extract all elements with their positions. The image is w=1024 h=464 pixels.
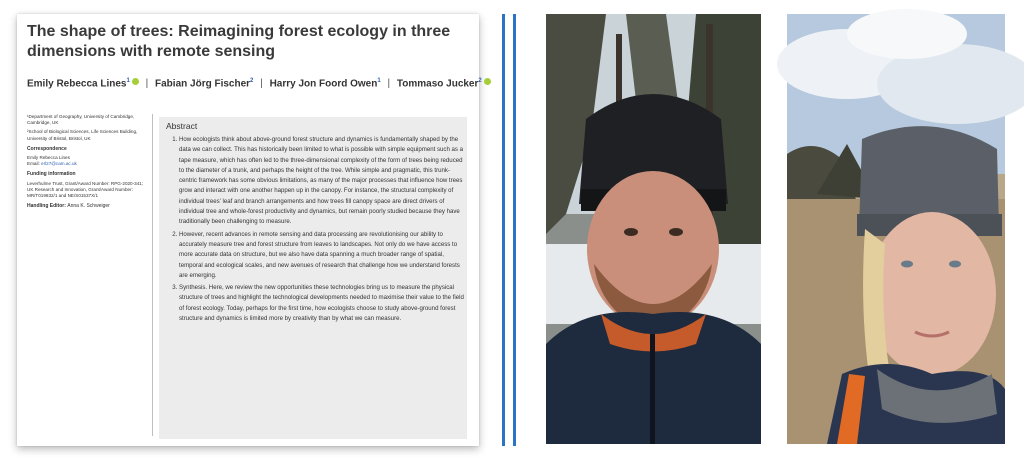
abstract-item: 1. How ecologists think about above-ground forest structure and dynamics is fundamentally shaped by the data we can collect. This has historically been limited to what is possible with simple equipment such as a tape measure, which has often led to the three-dimensional complexity of the form of trees being reduced to the diameter of a trunk, and perhaps the height of the tree. While simple and pragmatic, this trunk-centric framework has some obvious limitations, as many of the major processes that influence how trees grow and interact with one another happen up in the canopy. For instance, the structural complexity of individual trees' leaf and branch arrangements and how trees fill canopy space are direct drivers of individual tree and whole-forest productivity and dynamics, but remain poorly studied because they have traditionally been challenging to measure.: [179, 135, 465, 228]
abstract-heading: Abstract: [166, 121, 198, 131]
author-photo-woman: [787, 14, 1005, 444]
author-affiliation-mark: 2: [250, 78, 254, 84]
email-link[interactable]: erl27@cam.ac.uk: [41, 161, 77, 167]
abstract-item: 3. Synthesis. Here, we review the new opportunities these technologies bring us to measure the physical structure of trees and highlight the technological developments needed to maximise their value to the field of forest ecology. Today, perhaps for the first time, how ecologists choose to study above-ground forest structure and dynamics is limited more by creativity than by what we can measure.: [179, 283, 465, 324]
author-affiliation-mark: 1: [126, 78, 130, 84]
email-label: Email:: [27, 161, 40, 167]
column-divider: [152, 114, 153, 436]
author-name: Tommaso Jucker: [396, 78, 479, 90]
handling-editor-name: Anna K. Schweiger: [67, 203, 110, 210]
correspondence-name: Emily Rebecca Lines: [27, 155, 70, 161]
author-name: Emily Rebecca Lines: [27, 78, 127, 90]
affiliation: ²School of Biological Sciences, Life Sciences Building, University of Bristol, Bristol, UK: [27, 129, 138, 141]
author-name: Harry Jon Foord Owen: [269, 78, 378, 90]
handling-editor-label: Handling Editor:: [27, 203, 66, 210]
paper-snippet: [17, 14, 482, 446]
author-separator: |: [145, 78, 149, 90]
funding-text: Leverhulme Trust, Grant/Award Number: RPG-2020-341; UK Research and Innovation, Grant/Award Number: MR/T019832/1 and NE/S01537X/1: [27, 180, 144, 199]
correspondence-heading: Correspondence: [27, 145, 67, 152]
author-separator: |: [260, 78, 263, 90]
author-list: [27, 78, 482, 90]
orcid-icon: [132, 78, 139, 85]
author-affiliation-mark: 1: [377, 78, 381, 84]
abstract-box: [159, 117, 467, 439]
abstract-item: 2. However, recent advances in remote sensing and data processing are revolutionising our ability to accurately measure tree and forest structure from leaves to landscapes. Not only do we have access to more accurate data on structure, but we also have data spanning a much broader range of spatial, temporal and ecological scales, and new avenues of research that challenge how we understand forests are emerging.: [179, 230, 465, 281]
funding-heading: Funding information: [27, 171, 76, 178]
author-name: Fabian Jörg Fischer: [155, 78, 251, 90]
orcid-icon: [484, 78, 491, 85]
divider-line: [513, 14, 516, 446]
affiliation: ¹Department of Geography, University of Cambridge, Cambridge, UK: [27, 114, 135, 126]
abstract-list: [165, 135, 465, 326]
author-separator: |: [387, 78, 391, 90]
paper-title: The shape of trees: Reimagining forest ecology in three dimensions with remote sensing: [27, 23, 451, 60]
author-photo-man: [546, 14, 761, 444]
sidebar-info: [27, 114, 145, 212]
author-affiliation-mark: 2: [478, 78, 482, 84]
divider-line: [502, 14, 505, 446]
